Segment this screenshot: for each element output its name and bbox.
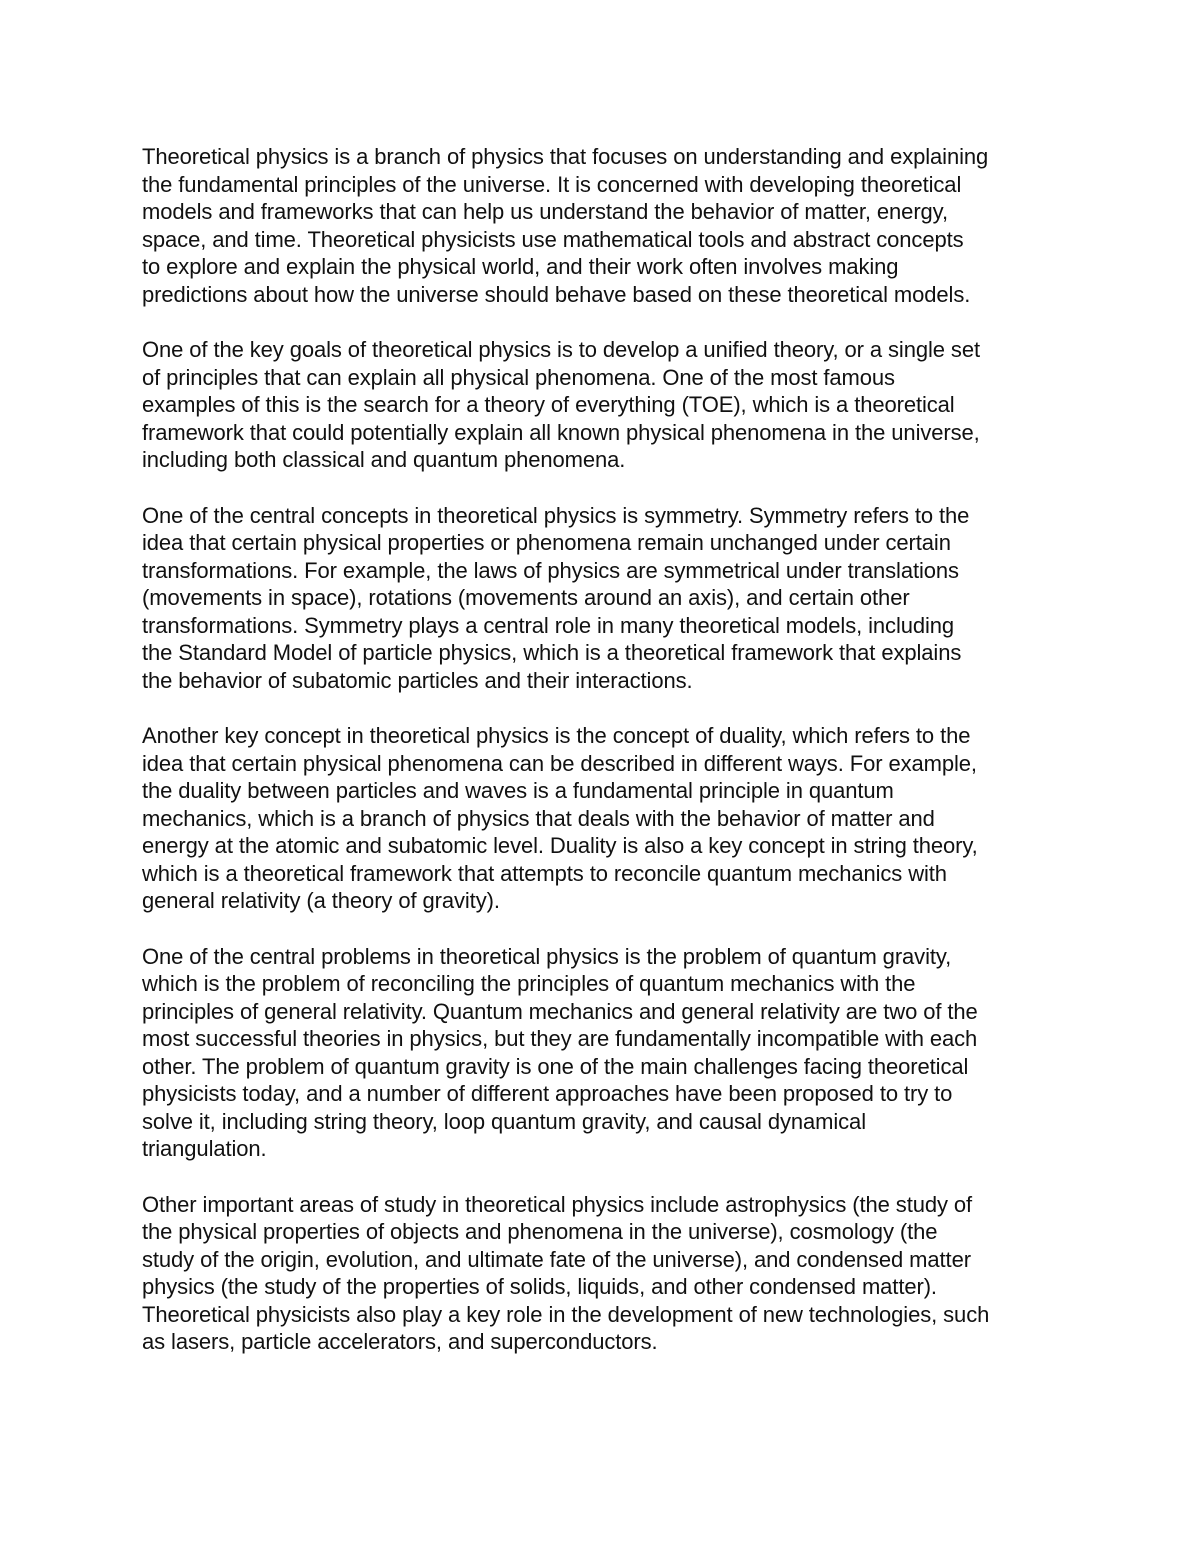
text-line: other. The problem of quantum gravity is one of the main challenges facing theoretical: [142, 1053, 969, 1079]
text-line: Other important areas of study in theoretical physics include astrophysics (the study of: [142, 1191, 973, 1217]
paragraph-1: [142, 143, 1072, 308]
text-line: One of the central problems in theoretical physics is the problem of quantum gravity,: [142, 943, 952, 969]
text-line: idea that certain physical properties or phenomena remain unchanged under certain: [142, 530, 951, 555]
paragraph-3: [142, 502, 1072, 695]
text-line: the Standard Model of particle physics, which is a theoretical framework that explains: [142, 640, 962, 665]
text-line: energy at the atomic and subatomic level. Duality is also a key concept in string theory,: [142, 833, 978, 858]
text-line: One of the key goals of theoretical physics is to develop a unified theory, or a single set: [142, 337, 980, 362]
text-line: the behavior of subatomic particles and their interactions.: [142, 667, 693, 693]
text-line: Theoretical physics is a branch of physics that focuses on understanding and explaining: [142, 144, 989, 169]
text-line: general relativity (a theory of gravity).: [142, 888, 500, 913]
text-line: which is a theoretical framework that attempts to reconcile quantum mechanics with: [142, 860, 947, 886]
text-line: most successful theories in physics, but they are fundamentally incompatible with each: [142, 1026, 978, 1051]
text-line: transformations. For example, the laws of physics are symmetrical under translations: [142, 557, 959, 583]
text-line: as lasers, particle accelerators, and superconductors.: [142, 1329, 658, 1354]
text-line: (movements in space), rotations (movements around an axis), and certain other: [142, 585, 910, 610]
text-line: physics (the study of the properties of solids, liquids, and other condensed matter).: [142, 1274, 937, 1299]
text-line: to explore and explain the physical world, and their work often involves making: [142, 254, 899, 279]
text-line: Another key concept in theoretical physics is the concept of duality, which refers to the: [142, 723, 971, 748]
text-line: One of the central concepts in theoretical physics is symmetry. Symmetry refers to the: [142, 502, 970, 528]
text-line: the duality between particles and waves is a fundamental principle in quantum: [142, 778, 894, 803]
text-line: examples of this is the search for a theory of everything (TOE), which is a theoretical: [142, 392, 955, 417]
text-line: models and frameworks that can help us understand the behavior of matter, energy,: [142, 199, 948, 224]
paragraph-5: [142, 943, 1072, 1163]
text-line: solve it, including string theory, loop quantum gravity, and causal dynamical: [142, 1108, 866, 1134]
text-line: transformations. Symmetry plays a central role in many theoretical models, including: [142, 612, 955, 638]
paragraph-2: [142, 336, 1072, 474]
text-line: the fundamental principles of the universe. It is concerned with developing theoretical: [142, 171, 962, 197]
text-line: idea that certain physical phenomena can be described in different ways. For example,: [142, 750, 977, 776]
text-line: Theoretical physicists also play a key role in the development of new technologies, such: [142, 1301, 990, 1327]
text-line: the physical properties of objects and phenomena in the universe), cosmology (the: [142, 1219, 938, 1244]
paragraph-4: [142, 722, 1072, 915]
text-line: including both classical and quantum phenomena.: [142, 447, 626, 472]
paragraph-6: [142, 1191, 1072, 1356]
text-line: framework that could potentially explain all known physical phenomena in the universe,: [142, 419, 980, 445]
text-line: mechanics, which is a branch of physics that deals with the behavior of matter and: [142, 805, 935, 831]
text-line: predictions about how the universe should behave based on these theoretical models.: [142, 281, 971, 307]
text-line: physicists today, and a number of different approaches have been proposed to try to: [142, 1081, 953, 1106]
text-line: study of the origin, evolution, and ultimate fate of the universe), and condensed matter: [142, 1246, 971, 1272]
text-line: of principles that can explain all physical phenomena. One of the most famous: [142, 364, 895, 390]
document-body: [142, 143, 1072, 1384]
text-line: which is the problem of reconciling the principles of quantum mechanics with the: [142, 971, 916, 996]
text-line: principles of general relativity. Quantum mechanics and general relativity are two of the: [142, 998, 978, 1024]
text-line: triangulation.: [142, 1136, 267, 1161]
text-line: space, and time. Theoretical physicists use mathematical tools and abstract concepts: [142, 226, 964, 252]
